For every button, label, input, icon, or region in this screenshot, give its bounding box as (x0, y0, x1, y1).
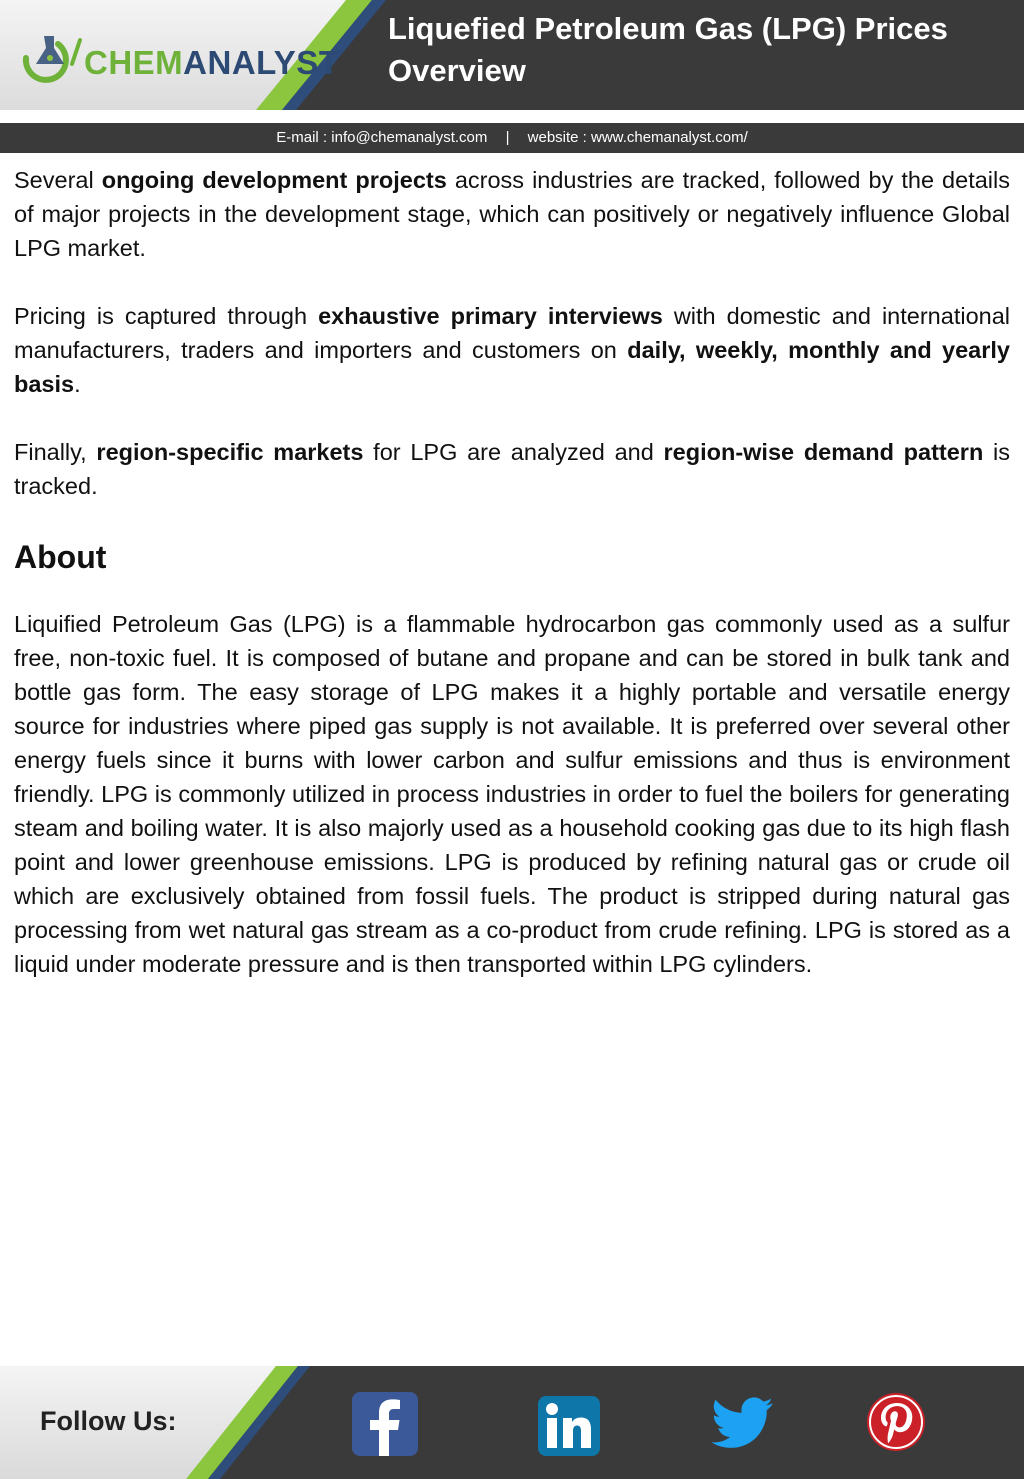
email-link[interactable]: E-mail : info@chemanalyst.com (276, 129, 488, 146)
linkedin-icon[interactable] (538, 1396, 600, 1456)
website-link[interactable]: website : www.chemanalyst.com/ (527, 129, 748, 146)
paragraph-pricing (14, 299, 1010, 401)
logo-wordmark (84, 44, 339, 82)
text-run: is tracked. (14, 439, 1010, 499)
bold-text: exhaustive primary interviews (318, 303, 663, 329)
chemanalyst-logo[interactable] (14, 24, 340, 84)
text-run: Pricing is captured through (14, 303, 319, 329)
follow-us-label: Follow Us: (40, 1406, 177, 1436)
text-run: with domestic and international manufacturers, traders and importers and customers on (14, 303, 1010, 363)
twitter-icon[interactable] (712, 1396, 774, 1450)
bold-text: region-specific markets (96, 439, 364, 465)
bold-text: ongoing development projects (101, 167, 447, 193)
about-paragraph: Liquified Petroleum Gas (LPG) is a flammable hydrocarbon gas commonly used as a sulfur free, non-toxic fuel. It is composed of butane and propane and can be stored in bulk tank and bottle gas form. The easy storage of LPG makes it a highly portable and versatile energy source for industries where piped gas supply is not available. It is preferred over several other energy fuels since it burns with lower carbon and sulfur emissions and thus is environment friendly. LPG is commonly utilized in process industries in order to fuel the boilers for generating steam and boiling water. It is also majorly used as a household cooking gas due to its high flash point and lower greenhouse emissions. LPG is produced by refining natural gas or crude oil which are exclusively obtained from fossil fuels. The product is stripped during natural gas processing from wet natural gas stream as a co-product from crude refining. LPG is stored as a liquid under moderate pressure and is then transported within LPG cylinders. (14, 611, 1010, 977)
contact-separator: | (505, 129, 510, 146)
logo-chem-text: CHEM (84, 44, 184, 81)
about-heading: About (14, 539, 107, 575)
page-title: Liquefied Petroleum Gas (LPG) Prices Overview (388, 11, 948, 88)
text-run: across industries are tracked, followed by the details of major projects in the development stage, which can positively or negatively influence Global LPG market. (14, 167, 1010, 261)
flask-logo-icon (14, 24, 84, 84)
paragraph-regions (14, 435, 1010, 503)
bold-text: daily, weekly, monthly and yearly basis (14, 337, 1010, 397)
contact-bar (0, 123, 1024, 153)
logo-analyst-text: ANALYST (183, 44, 340, 81)
pinterest-icon[interactable] (866, 1392, 926, 1452)
facebook-icon[interactable] (352, 1392, 418, 1456)
text-run: Finally, (14, 439, 97, 465)
text-run: for LPG are analyzed and (363, 439, 664, 465)
text-run: . (74, 371, 81, 397)
page-header (0, 0, 1024, 110)
main-content (14, 163, 1010, 1015)
bold-text: region-wise demand pattern (663, 439, 984, 465)
page-footer (0, 1366, 1024, 1479)
text-run: Several (14, 167, 102, 193)
paragraph-development-projects (14, 163, 1010, 265)
